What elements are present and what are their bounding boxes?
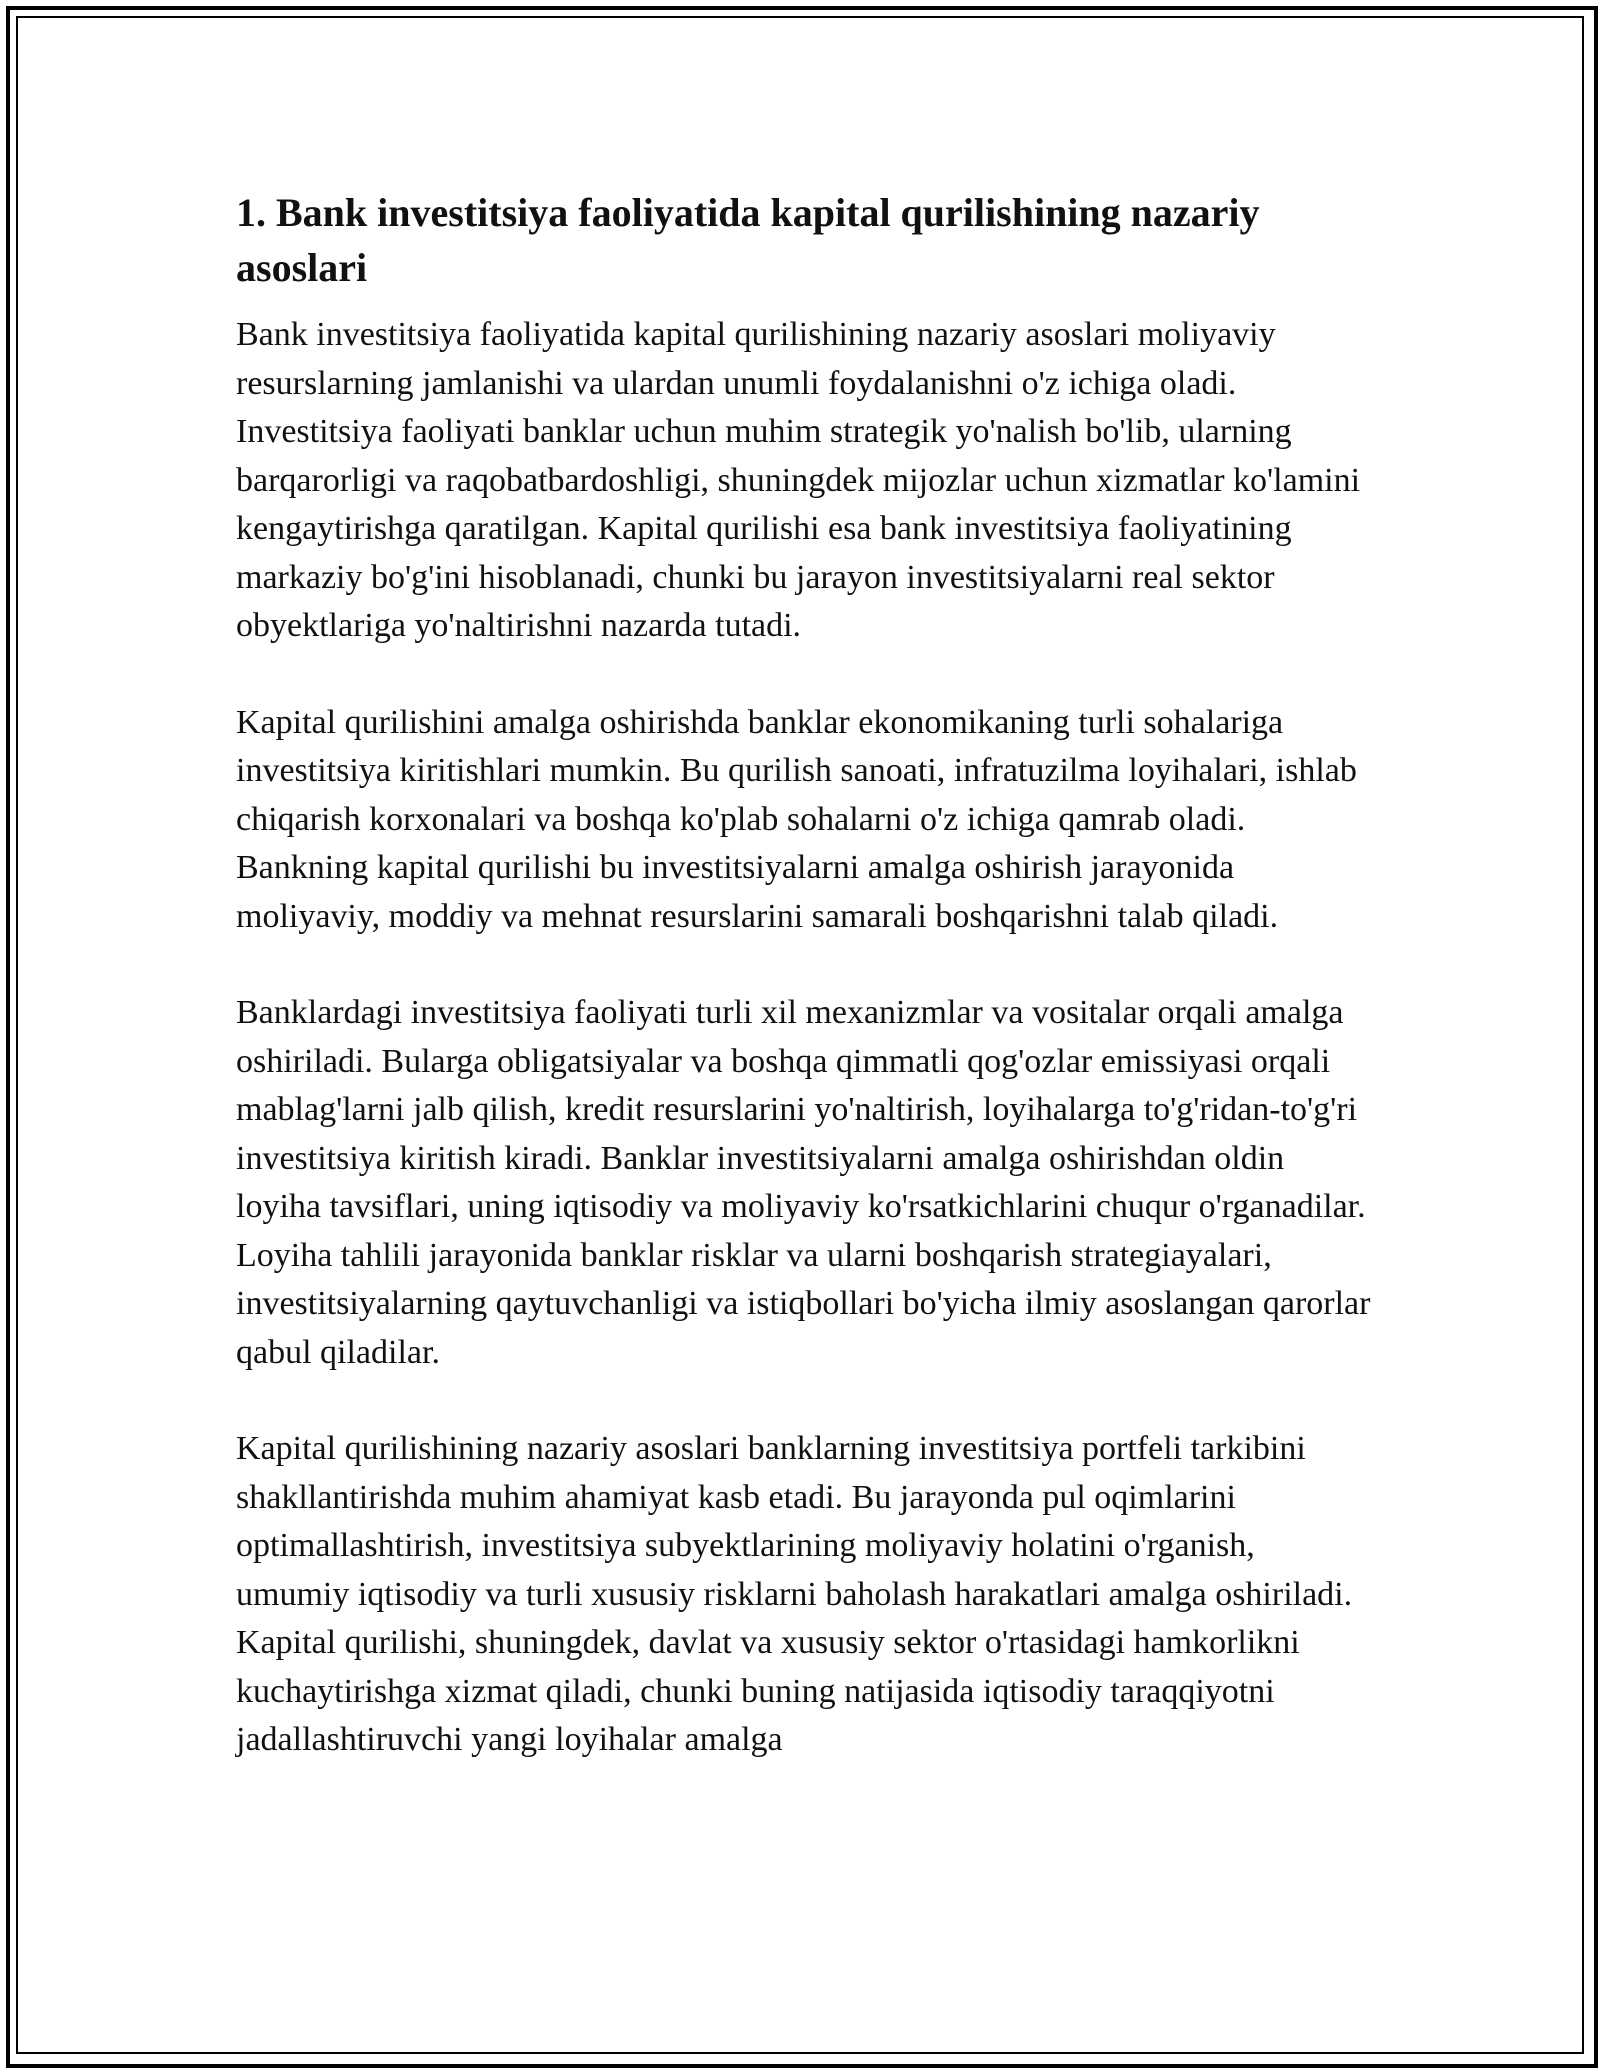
paragraph-4: Kapital qurilishining nazariy asoslari banklarning investitsiya portfeli tarkibini shakllantirishda muhim ahamiyat kasb etadi. Bu jarayonda pul oqimlarini optimallashtirish, investitsiya subyektlarining moliyaviy holatini o'rganish, umumiy iqtisodiy va turli xususiy risklarni baholash harakatlari amalga oshiriladi. Kapital qurilishi, shuningdek, davlat va xususiy sektor o'rtasidagi hamkorlikni kuchaytirishga xizmat qiladi, chunki buning natijasida iqtisodiy taraqqiyotni jadallashtiruvchi yangi loyihalar amalga	[236, 1430, 1353, 1758]
section-heading: 1. Bank investitsiya faoliyatida kapital qurilishining nazariy asoslari	[236, 190, 1260, 290]
document-body	[236, 185, 1376, 1813]
paragraph-3: Banklardagi investitsiya faoliyati turli xil mexanizmlar va vositalar orqali amalga oshiriladi. Bularga obligatsiyalar va boshqa qimmatli qog'ozlar emissiyasi orqali mablag'larni jalb qilish, kredit resurslarini yo'naltirish, loyihalarga to'g'ridan-to'g'ri investitsiya kiritish kiradi. Banklar investitsiyalarni amalga oshirishdan oldin loyiha tavsiflari, uning iqtisodiy va moliyaviy ko'rsatkichlarini chuqur o'rganadilar. Loyiha tahlili jarayonida banklar risklar va ularni boshqarish strategiayalari, investitsiyalarning qaytuvchanligi va istiqbollari bo'yicha ilmiy asoslangan qarorlar qabul qiladilar.	[236, 994, 1371, 1371]
paragraph-2: Kapital qurilishini amalga oshirishda banklar ekonomikaning turli sohalariga investitsiya kiritishlari mumkin. Bu qurilish sanoati, infratuzilma loyihalari, ishlab chiqarish korxonalari va boshqa ko'plab sohalarni o'z ichiga qamrab oladi. Bankning kapital qurilishi bu investitsiyalarni amalga oshirish jarayonida moliyaviy, moddiy va mehnat resurslarini samarali boshqarishni talab qiladi.	[236, 703, 1357, 935]
paragraph-1: Bank investitsiya faoliyatida kapital qurilishining nazariy asoslari moliyaviy resurslarning jamlanishi va ulardan unumli foydalanishni o'z ichiga oladi. Investitsiya faoliyati banklar uchun muhim strategik yo'nalish bo'lib, ularning barqarorligi va raqobatbardoshligi, shuningdek mijozlar uchun xizmatlar ko'lamini kengaytirishga qaratilgan. Kapital qurilishi esa bank investitsiya faoliyatining markaziy bo'g'ini hisoblanadi, chunki bu jarayon investitsiyalarni real sektor obyektlariga yo'naltirishni nazarda tutadi.	[236, 316, 1361, 644]
